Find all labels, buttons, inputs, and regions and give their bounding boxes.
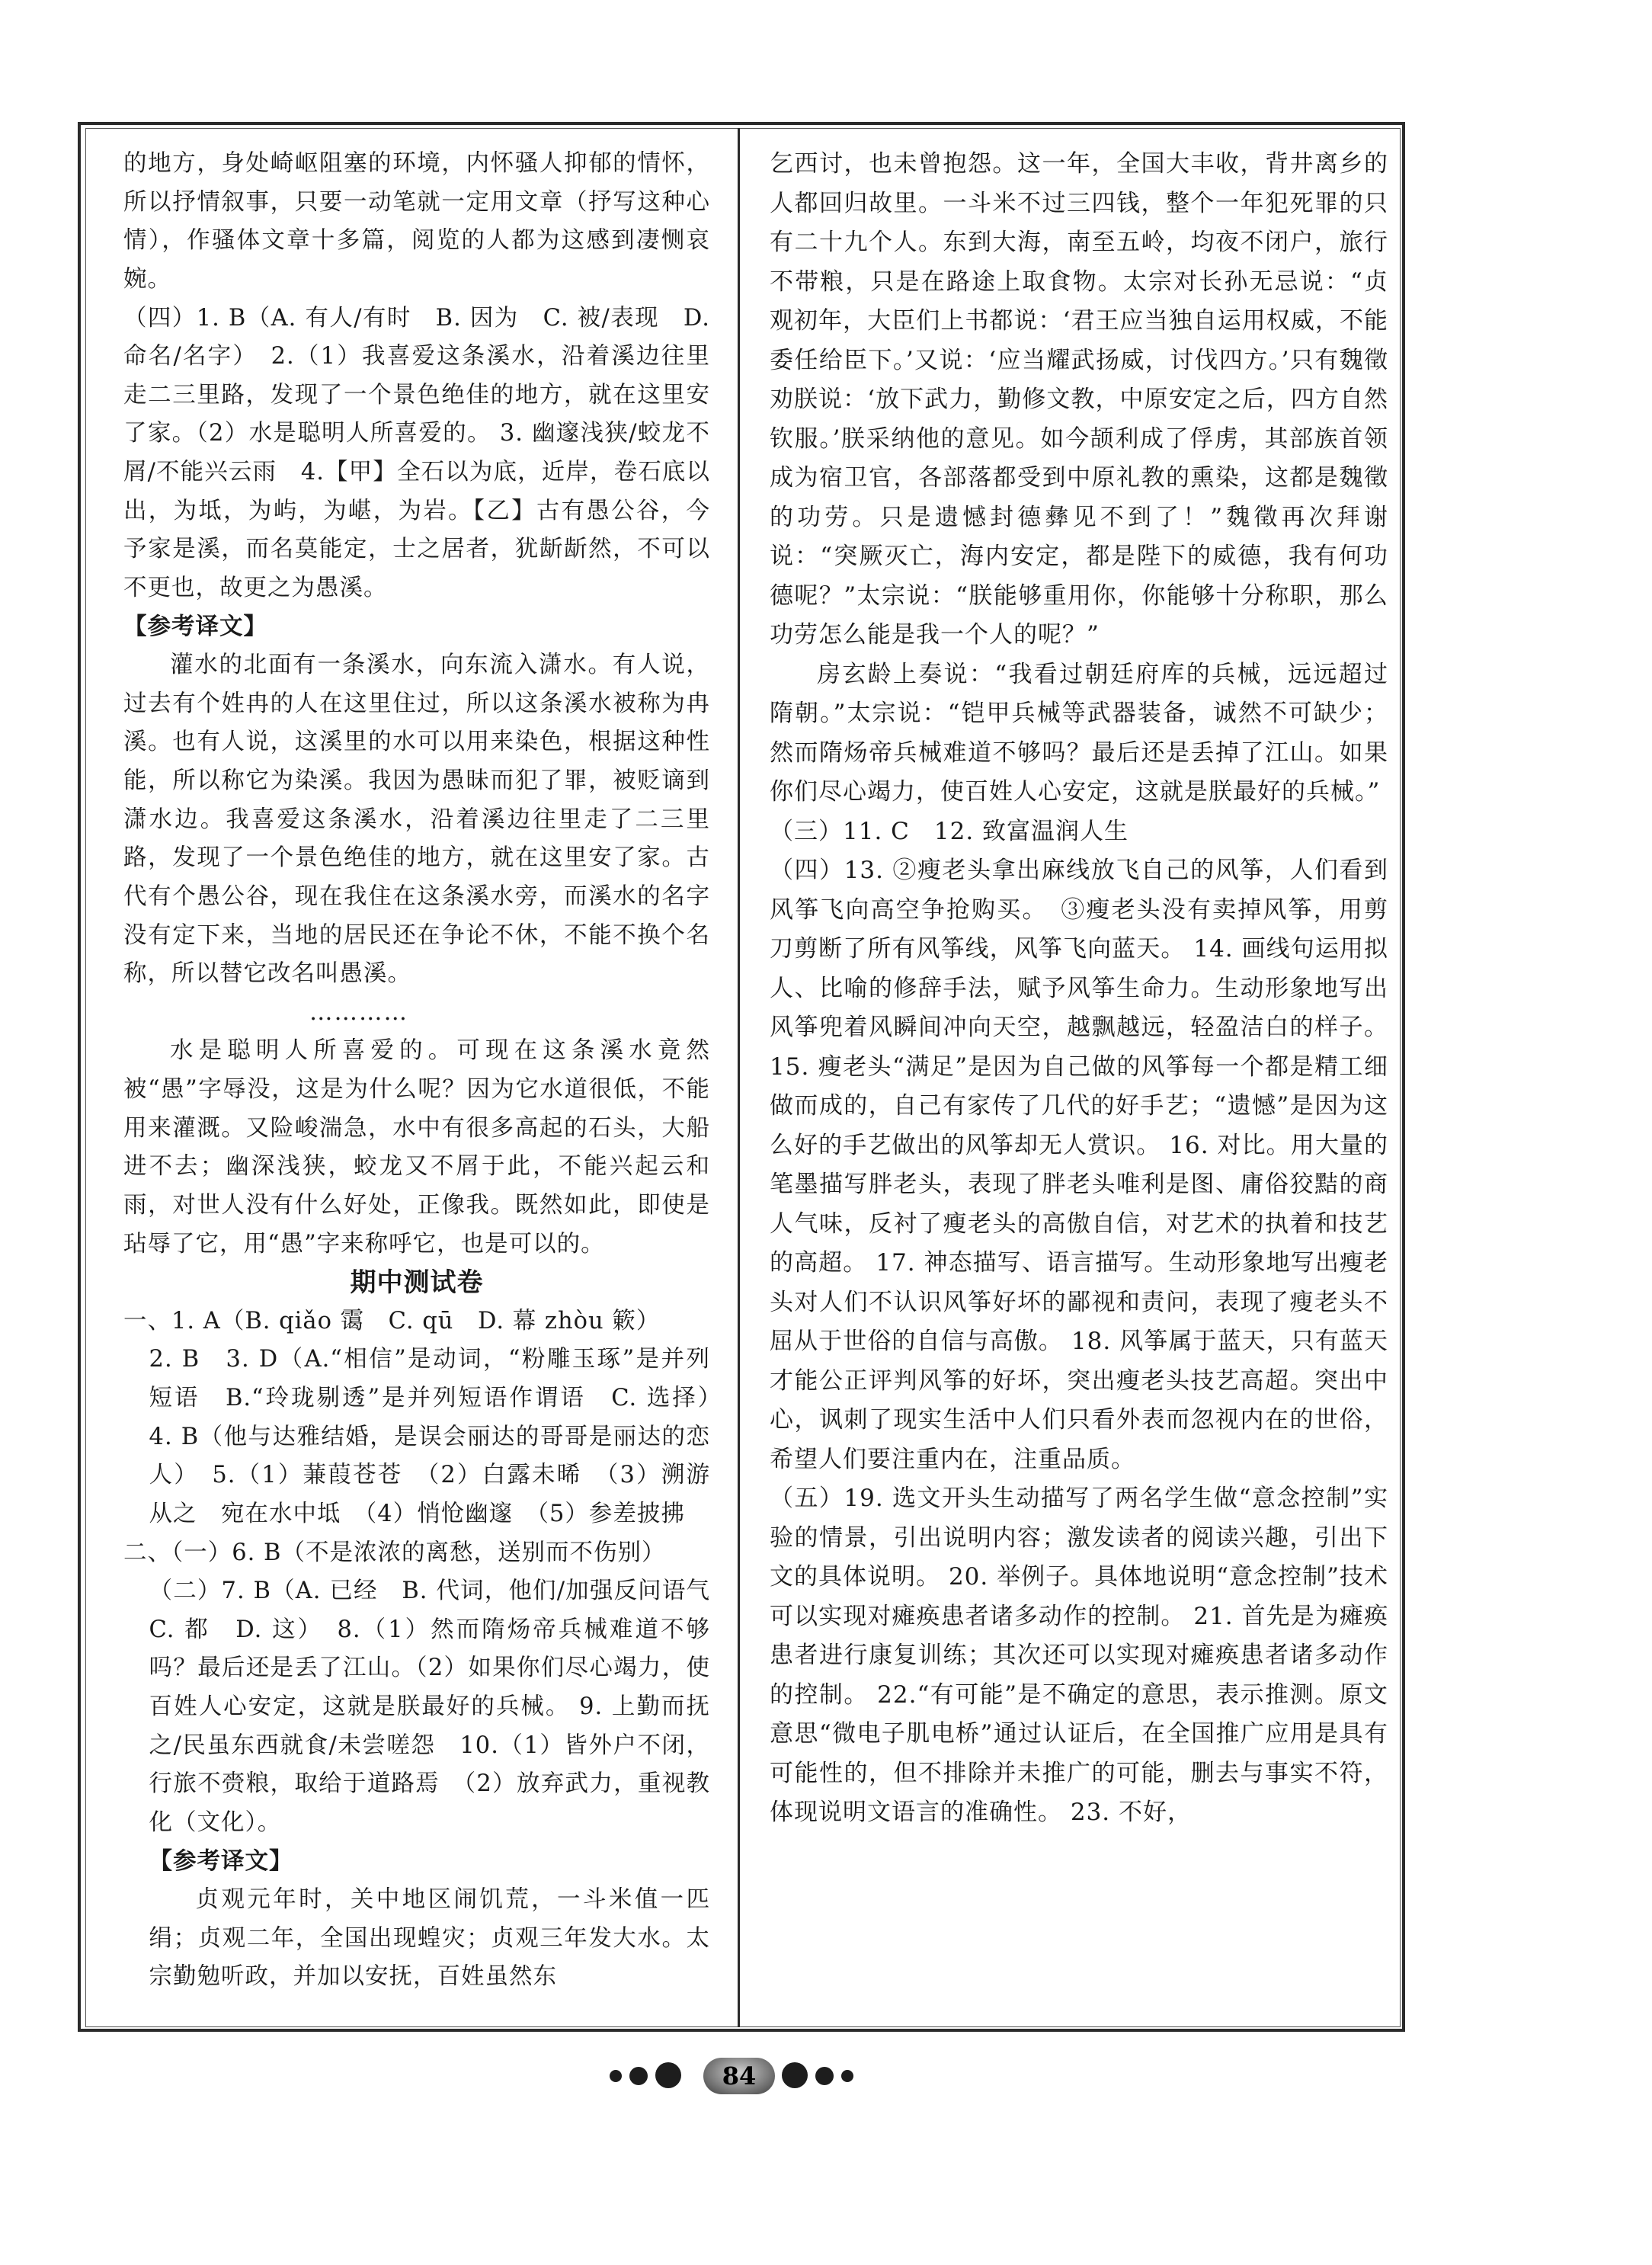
right-column <box>770 145 1388 1833</box>
ornament-dot <box>629 2067 648 2085</box>
left-block: （四）1. B（A. 有人/有时 B. 因为 C. 被/表现 D. 命名/名字） 2.（1）我喜爱这条溪水，沿着溪边往里走二三里路，发现了一个景色绝佳的地方，就在这里安了家。（2）水是聪明人所喜爱的。 3. 幽邃浅狭/蛟龙不屑/不能兴云雨 4.【甲】全石以为底，近岸，卷石底以出，为坻，为屿，为嵁，为岩。【乙】古有愚公谷，今予家是溪，而名莫能定，士之居者，犹龂龂然，不可以不更也，故更之为愚溪。 <box>123 304 710 601</box>
answer-block: （四）13. ②瘦老头拿出麻线放飞自己的风筝，人们看到风筝飞向高空争抢购买。 ③瘦老头没有卖掉风筝，用剪刀剪断了所有风筝线，风筝飞向蓝天。 14. 画线句运用拟人、比喻的修辞手法，赋予风筝生命力。生动形象地写出风筝兜着风瞬间冲向天空，越飘越远，轻盈洁白的样子。 15. 瘦老头“满足”是因为自己做的风筝每一个都是精工细做而成的，自己有家传了几代的好手艺；“遗憾”是因为这么好的手艺做出的风筝却无人赏识。 16. 对比。用大量的笔墨描写胖老头，表现了胖老头唯利是图、庸俗狡黠的商人气味，反衬了瘦老头的高傲自信，对艺术的执着和技艺的高超。 17. 神态描写、语言描写。生动形象地写出瘦老头对人们不认识风筝好坏的鄙视和责问，表现了瘦老头不屈从于世俗的自信与高傲。 18. 风筝属于蓝天，只有蓝天才能公正评判风筝的好坏，突出瘦老头技艺高超。突出中心，讽刺了现实生活中人们只看外表而忽视内在的世俗，希望人们要注重内在，注重品质。 <box>770 857 1388 1473</box>
page-number: 84 <box>703 2058 775 2094</box>
right-paragraph: 房玄龄上奏说：“我看过朝廷府库的兵械，远远超过隋朝。”太宗说：“铠甲兵械等武器装备，诚然不可缺少；然而隋炀帝兵械难道不够吗？最后还是丢掉了江山。如果你们尽心竭力，使百姓人心安定，这就是朕最好的兵械。” <box>770 660 1388 806</box>
ornament-dot <box>610 2070 622 2082</box>
right-block: 乞西讨，也未曾抱怨。这一年，全国大丰收，背井离乡的人都回归故里。一斗米不过三四钱，整个一年犯死罪的只有二十九个人。东到大海，南至五岭，均夜不闭户，旅行不带粮，只是在路途上取食物。太宗对长孙无忌说：“贞观初年，大臣们上书都说：‘君王应当独自运用权威，不能委任给臣下。’又说：‘应当耀武扬威，讨伐四方。’只有魏徵劝朕说：‘放下武力，勤修文教，中原安定之后，四方自然钦服。’朕采纳他的意见。如今颉利成了俘虏，其部族首领成为宿卫官，各部落都受到中原礼教的熏染，这都是魏徵的功劳。只是遗憾封德彝见不到了！”魏徵再次拜谢说：“突厥灭亡，海内安定，都是陛下的威德，我有何功德呢？”太宗说：“朕能够重用你，你能够十分称职，那么功劳怎么能是我一个人的呢？” <box>770 150 1388 649</box>
left-paragraph: 水是聪明人所喜爱的。可现在这条溪水竟然被“愚”字辱没，这是为什么呢？因为它水道很低，不能用来灌溉。又险峻湍急，水中有很多高起的石头，大船进不去；幽深浅狭，蛟龙又不屑于此，不能兴起云和雨，对世人没有什么好处，正像我。既然如此，即使是玷辱了它，用“愚”字来称呼它，也是可以的。 <box>123 1037 710 1257</box>
answer-block: 2. B 3. D（A.“相信”是动词，“粉雕玉琢”是并列短语 B.“玲珑剔透”是并列短语作谓语 C. 选择） 4. B（他与达雅结婚，是误会丽达的哥哥是丽达的恋人） 5.（1）蒹葭苍苍 （2）白露未晞 （3）溯游从之 宛在水中坻 （4）悄怆幽邃 （5）参差披拂 <box>149 1346 735 1527</box>
section-heading: 【参考译文】 <box>149 1847 293 1875</box>
ornament-dot <box>815 2067 834 2085</box>
left-paragraph: 贞观元年时，关中地区闹饥荒，一斗米值一匹绢；贞观二年，全国出现蝗灾；贞观三年发大水。太宗勤勉听政，并加以安抚，百姓虽然东 <box>149 1886 710 1991</box>
column-divider <box>738 128 740 2027</box>
left-column <box>123 145 735 1997</box>
answer-line: 二、（一）6. B（不是浓浓的离愁，送别而不伤别） <box>123 1539 666 1566</box>
section-heading: 【参考译文】 <box>123 613 267 640</box>
ornament-dot <box>655 2062 681 2088</box>
exam-title: 期中测试卷 <box>350 1267 484 1299</box>
answer-block: （二）7. B（A. 已经 B. 代词，他们/加强反问语气 C. 都 D. 这） 8.（1）然而隋炀帝兵械难道不够吗？最后还是丢了江山。（2）如果你们尽心竭力，使百姓人心安定，这就是朕最好的兵械。 9. 上勤而抚之/民虽东西就食/未尝嗟怨 10.（1）皆外户不闭，行旅不赍粮，取给于道路焉 （2）放弃武力，重视教化（文化）。 <box>149 1578 735 1836</box>
answer-block: （五）19. 选文开头生动描写了两名学生做“意念控制”实验的情景，引出说明内容；激发读者的阅读兴趣，引出下文的具体说明。 20. 举例子。具体地说明“意念控制”技术可以实现对瘫痪患者诸多动作的控制。 21. 首先是为瘫痪患者进行康复训练；其次还可以实现对瘫痪患者诸多动作的控制。 22.“有可能”是不确定的意思，表示推测。原文意思“微电子肌电桥”通过认证后，在全国推广应用是具有可能性的，但不排除并未推广的可能，删去与事实不符，体现说明文语言的准确性。 23. 不好， <box>770 1485 1388 1826</box>
ornament-dot <box>841 2070 853 2082</box>
ornament-dot <box>782 2062 808 2088</box>
left-block: 的地方，身处崎岖阻塞的环境，内怀骚人抑郁的情怀，所以抒情叙事，只要一动笔就一定用文章（抒写这种心情），作骚体文章十多篇，阅览的人都为这感到凄恻哀婉。 <box>123 150 710 293</box>
answer-line: 一、1. A（B. qiǎo 霭 C. qū D. 幕 zhòu 簌） <box>123 1307 661 1334</box>
answer-line: （三）11. C 12. 致富温润人生 <box>770 817 1129 845</box>
left-paragraph: 灌水的北面有一条溪水，向东流入潇水。有人说，过去有个姓冉的人在这里住过，所以这条溪水被称为冉溪。也有人说，这溪里的水可以用来染色，根据这种性能，所以称它为染溪。我因为愚昧而犯了罪，被贬谪到潇水边。我喜爱这条溪水，沿着溪边往里走了二三里路，发现了一个景色绝佳的地方，就在这里安了家。古代有个愚公谷，现在我住在这条溪水旁，而溪水的名字没有定下来，当地的居民还在争论不休，不能不换个名称，所以替它改名叫愚溪。 <box>123 652 710 988</box>
ellipsis-line: ………… <box>309 998 408 1026</box>
